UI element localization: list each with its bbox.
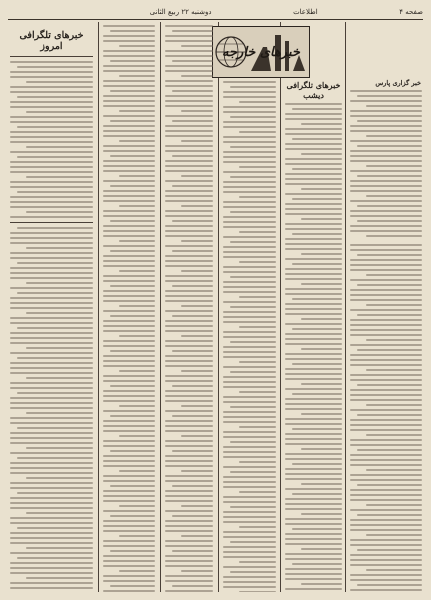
column-2 xyxy=(283,22,344,592)
column-rule xyxy=(98,22,99,592)
column-4 xyxy=(163,22,215,592)
column-6 xyxy=(8,22,95,592)
header-rule xyxy=(8,19,423,20)
issue-date: دوشنبه ۲۲ ربیع الثانی xyxy=(149,8,212,16)
section-heading: خبر گزاری پارس xyxy=(375,79,421,87)
column-rule xyxy=(280,22,281,592)
page-number: صفحه ۴ xyxy=(399,8,423,16)
headline-last-night: خبرهای تلگرافی دیشب xyxy=(286,80,341,100)
column-rule xyxy=(345,22,346,592)
headline-today: خبرهای تلگرافی امروز xyxy=(19,30,84,52)
page-header xyxy=(8,5,423,19)
column-rule xyxy=(160,22,161,592)
masthead-name: اطلاعات xyxy=(293,8,318,16)
banner-title: خبرهای خارجه xyxy=(222,44,300,60)
column-5 xyxy=(101,22,157,592)
column-3 xyxy=(221,22,278,592)
column-1 xyxy=(348,22,424,592)
column-rule xyxy=(218,22,219,592)
